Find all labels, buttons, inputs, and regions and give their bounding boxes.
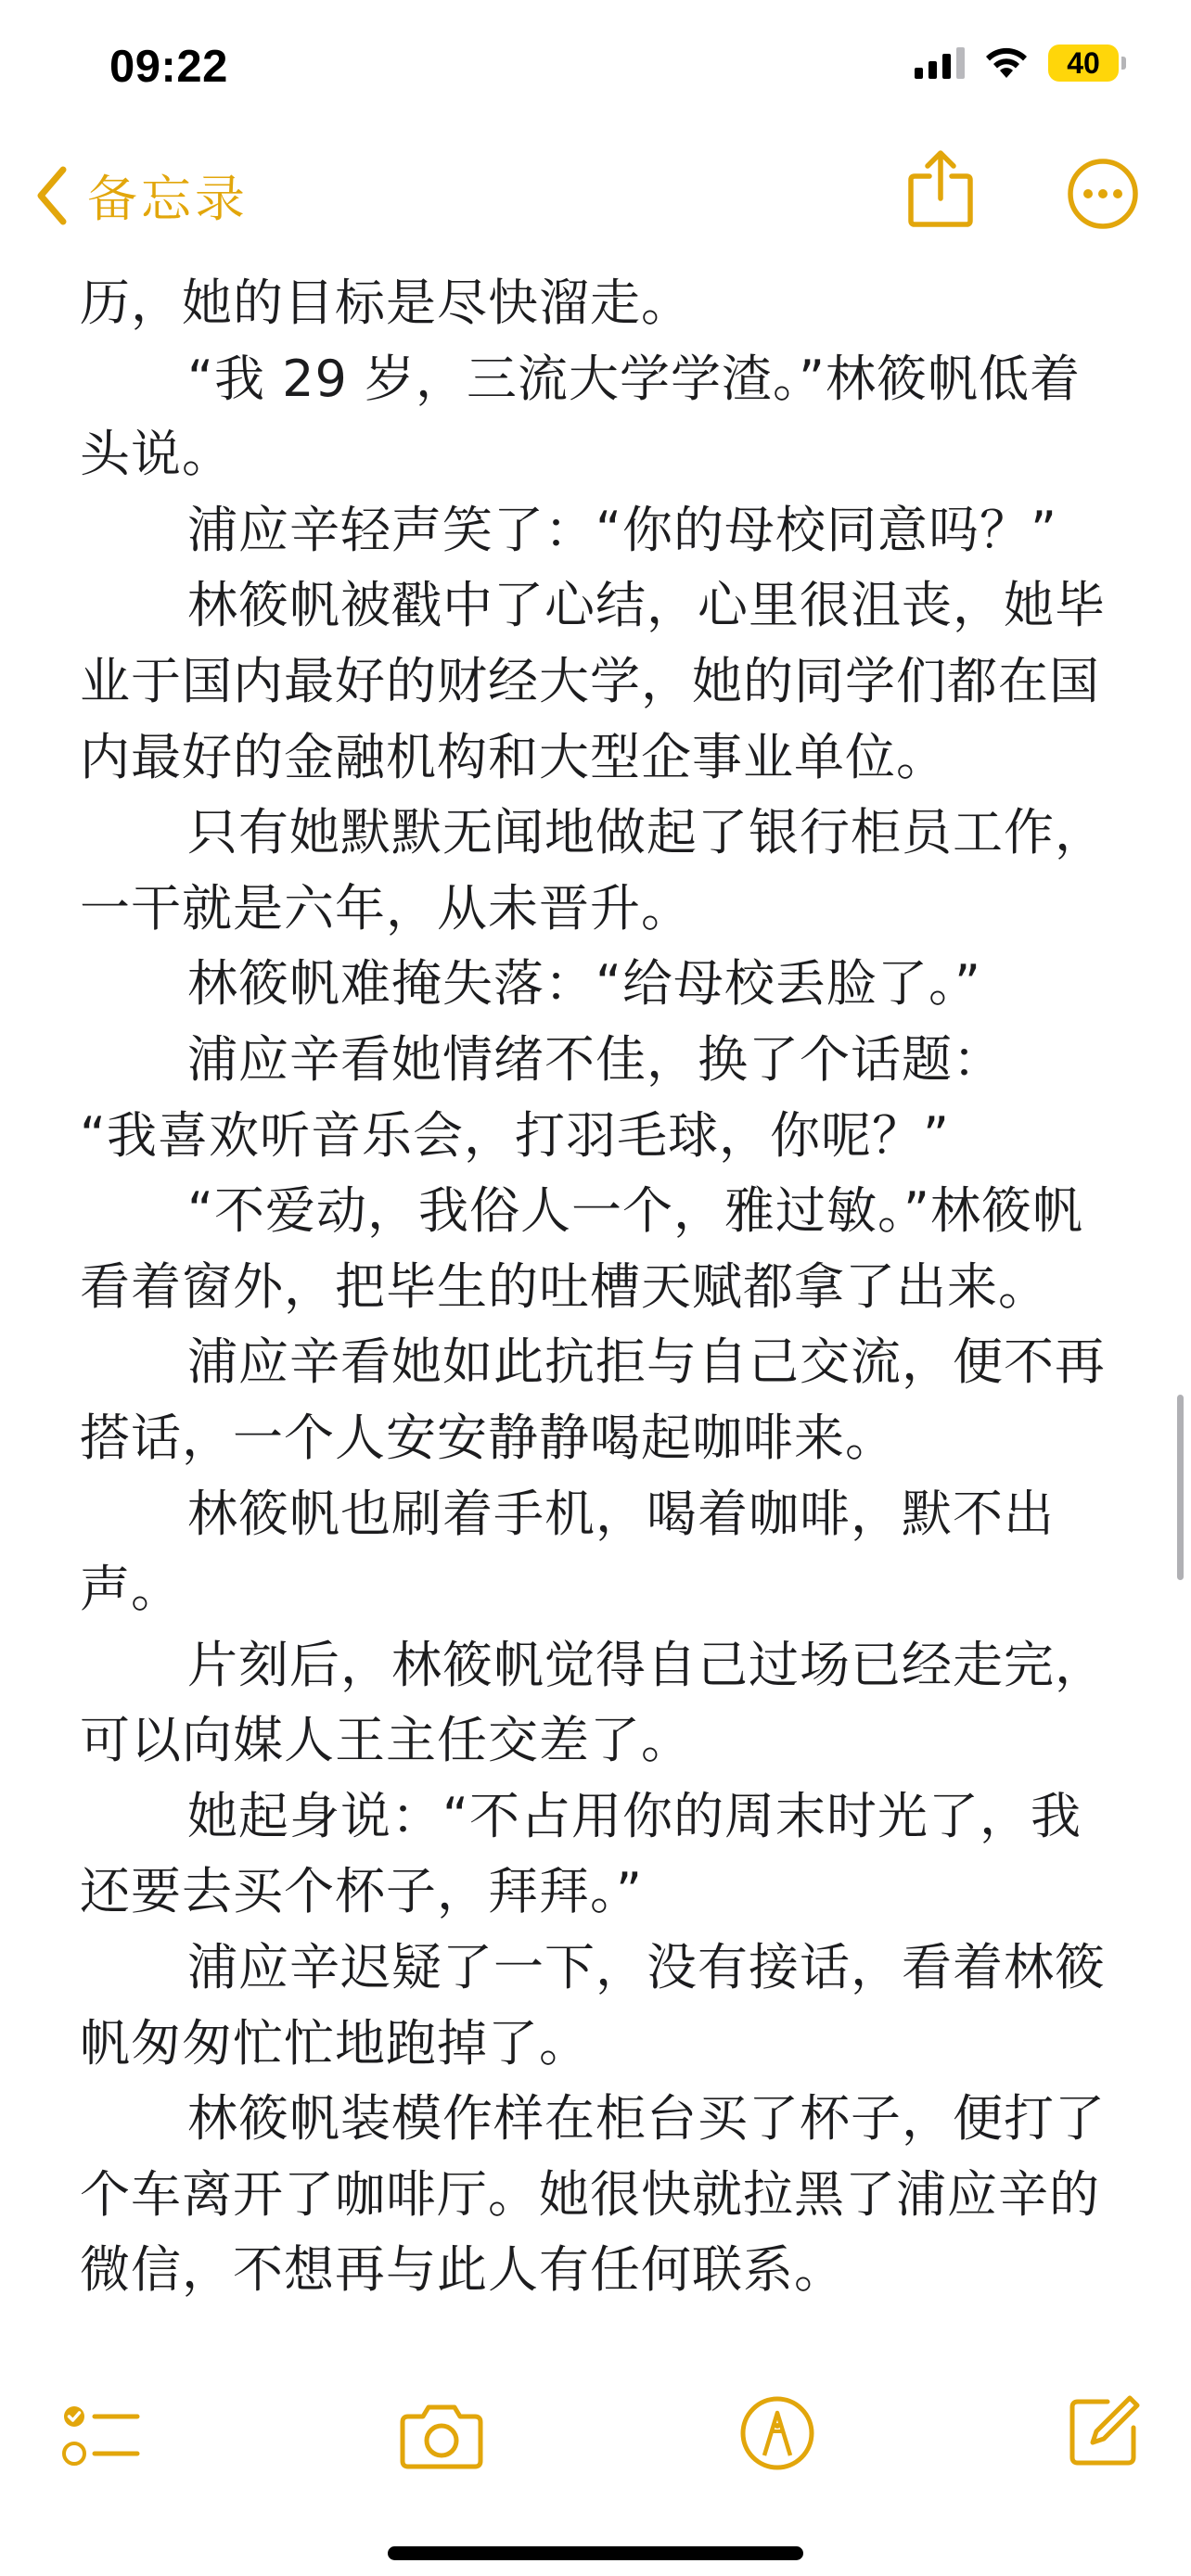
status-icons <box>915 45 1126 82</box>
note-paragraph: 只有她默默无闻地做起了银行柜员工作，一干就是六年，从未晋升。 <box>80 803 1106 937</box>
more-button[interactable] <box>1067 158 1139 234</box>
home-indicator[interactable] <box>388 2546 803 2560</box>
note-paragraph: 林筱帆难掩失落：“给母校丢脸了。” <box>187 954 981 1014</box>
back-button[interactable] <box>33 159 249 231</box>
note-paragraph: 林筱帆被戳中了心结，心里很沮丧，她毕业于国内最好的财经大学，她的同学们都在国内最好的金融机构和大型企事业单位。 <box>80 576 1106 786</box>
nav-bar <box>0 139 1191 250</box>
more-icon <box>1067 158 1139 230</box>
note-paragraph: 她起身说：“不占用你的周末时光了，我还要去买个杯子，拜拜。” <box>80 1786 1082 1921</box>
chevron-left-icon <box>33 164 70 227</box>
note-paragraph: 浦应辛看她如此抗拒与自己交流，便不再搭话，一个人安安静静喝起咖啡来。 <box>80 1333 1106 1467</box>
camera-button[interactable] <box>399 2400 484 2474</box>
status-time: 09:22 <box>109 42 228 92</box>
compose-icon <box>1067 2392 1143 2468</box>
markup-icon <box>738 2394 816 2472</box>
note-paragraph: 浦应辛看她情绪不佳，换了个话题： <box>187 1029 1004 1089</box>
note-paragraph: 浦应辛轻声笑了：“你的母校同意吗？” <box>187 500 1057 559</box>
note-paragraph: “不爱动，我俗人一个，雅过敏。”林筱帆看着窗外，把毕生的吐槽天赋都拿了出来。 <box>80 1181 1083 1316</box>
camera-icon <box>399 2400 484 2470</box>
share-button[interactable] <box>907 148 974 232</box>
checklist-button[interactable] <box>61 2398 141 2476</box>
note-paragraph: “我喜欢听音乐会，打羽毛球，你呢？” <box>80 1105 950 1165</box>
wifi-icon <box>983 46 1030 80</box>
note-paragraph: 历，她的目标是尽快溜走。 <box>80 274 692 332</box>
signal-icon <box>915 47 965 79</box>
status-bar <box>0 0 1191 130</box>
note-paragraph: 林筱帆装模作样在柜台买了杯子，便打了个车离开了咖啡厅。她很快就拉黑了浦应辛的微信，不想再与此人有任何联系。 <box>80 2089 1106 2300</box>
note-body[interactable] <box>80 265 1119 2308</box>
note-paragraph: “我 29 岁，三流大学学渣。”林筱帆低着头说。 <box>80 349 1081 484</box>
checklist-icon <box>61 2398 141 2472</box>
note-paragraph: 片刻后，林筱帆觉得自己过场已经走完，可以向媒人王主任交差了。 <box>80 1635 1106 1770</box>
back-label: 备忘录 <box>87 170 249 228</box>
markup-button[interactable] <box>738 2394 816 2476</box>
compose-button[interactable] <box>1067 2392 1143 2472</box>
scroll-indicator[interactable] <box>1177 1395 1184 1580</box>
battery-level: 40 <box>1048 45 1119 82</box>
battery-icon <box>1048 45 1126 82</box>
share-icon <box>907 148 974 228</box>
note-paragraph: 浦应辛迟疑了一下，没有接话，看着林筱帆匆匆忙忙地跑掉了。 <box>80 1938 1106 2072</box>
bottom-toolbar <box>0 2374 1191 2494</box>
note-paragraph: 林筱帆也刷着手机，喝着咖啡，默不出声。 <box>80 1484 1055 1619</box>
